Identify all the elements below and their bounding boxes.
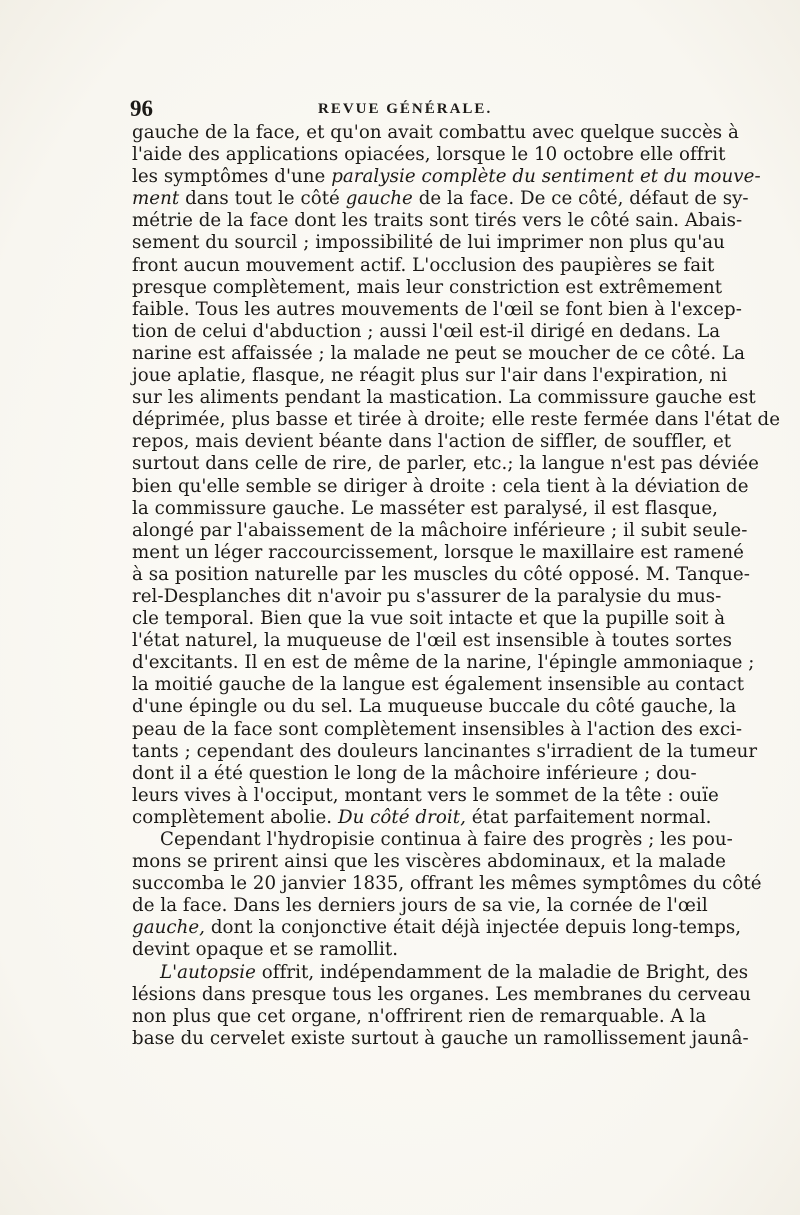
text-line	[132, 188, 749, 210]
text-span: dans tout le côté	[179, 188, 346, 210]
text-line	[132, 873, 762, 895]
text-line	[132, 762, 697, 785]
text-span: peau de la face sont complètement insensibles à l'action des exci-	[132, 718, 743, 740]
text-span: presque complètement, mais leur constriction est extrêmement	[132, 276, 723, 298]
text-line	[132, 674, 745, 696]
text-line	[132, 961, 749, 984]
italic-text: gauche	[345, 188, 413, 210]
text-span: dont il a été question le long de la mâchoire inférieure ; dou-	[132, 762, 697, 784]
text-line	[132, 541, 744, 564]
text-line	[132, 122, 739, 144]
text-line	[132, 1027, 749, 1050]
text-span: devint opaque et se ramollit.	[132, 939, 399, 961]
text-line	[132, 851, 726, 873]
text-span: sement du sourcil ; impossibilité de lui imprimer non plus qu'au	[132, 232, 725, 254]
running-title: REVUE GÉNÉRALE.	[318, 101, 493, 117]
text-span: la moitié gauche de la langue est également insensible au contact	[132, 674, 745, 696]
text-line	[132, 365, 728, 387]
text-line	[132, 718, 743, 741]
text-span: narine est affaissée ; la malade ne peut se moucher de ce côté. La	[132, 342, 746, 364]
text-span: mons se prirent ainsi que les viscères abdominaux, et la malade	[132, 851, 726, 873]
text-line	[132, 829, 733, 851]
text-span: gauche de la face, et qu'on avait combattu avec quelque succès à	[132, 122, 739, 143]
text-line	[132, 563, 750, 586]
text-line	[132, 210, 743, 232]
text-span: alongé par l'abaissement de la mâchoire inférieure ; il subit seule-	[132, 519, 748, 541]
text-span: la commissure gauche. Le masséter est paralysé, il est flasque,	[132, 497, 718, 519]
text-span: de la face. De ce côté, défaut de sy-	[412, 188, 749, 210]
italic-text: L'autopsie	[160, 961, 256, 983]
text-span: base du cervelet existe surtout à gauche un ramollissement jaunâ-	[132, 1027, 749, 1049]
text-line	[132, 342, 746, 365]
text-span: surtout dans celle de rire, de parler, etc.; la langue n'est pas déviée	[132, 453, 759, 475]
text-line	[132, 652, 755, 674]
text-span: état parfaitement normal.	[465, 806, 712, 828]
text-line	[132, 232, 725, 254]
text-span: à sa position naturelle par les muscles du côté opposé. M. Tanque-	[132, 563, 750, 585]
text-line	[132, 983, 751, 1006]
text-line	[132, 166, 761, 188]
text-span: joue aplatie, flasque, ne réagit plus sur l'air dans l'expiration, ni	[132, 365, 728, 387]
text-line	[132, 806, 712, 829]
italic-text: gauche,	[132, 917, 205, 939]
text-span: non plus que cet organe, n'offrirent rien de remarquable. A la	[132, 1005, 707, 1027]
text-span: Cependant l'hydropisie continua à faire des progrès ; les pou-	[160, 829, 733, 850]
text-line	[132, 630, 732, 652]
text-span: rel-Desplanches dit n'avoir pu s'assurer de la paralysie du mus-	[132, 585, 722, 607]
text-line	[132, 696, 737, 718]
text-span: repos, mais devient béante dans l'action de siffler, de souffler, et	[132, 431, 732, 453]
italic-text: ment	[132, 188, 180, 210]
text-span: l'aide des applications opiacées, lorsque le 10 octobre elle offrit	[132, 144, 726, 166]
text-span: offrit, indépendamment de la maladie de Bright, des	[255, 961, 749, 983]
italic-text: paralysie complète du sentiment et du mouve-	[331, 166, 761, 188]
text-line	[132, 784, 719, 807]
text-line	[132, 144, 726, 166]
text-line	[132, 387, 756, 409]
text-span: tion de celui d'abduction ; aussi l'œil est-il dirigé en dedans. La	[132, 320, 721, 342]
text-span: bien qu'elle semble se diriger à droite : cela tient à la déviation de	[132, 475, 749, 497]
text-line	[132, 608, 726, 630]
text-line	[132, 497, 718, 520]
text-line	[132, 475, 749, 498]
text-span: métrie de la face dont les traits sont tirés vers le côté sain. Abais-	[132, 210, 743, 232]
text-span: complètement abolie.	[132, 806, 338, 828]
text-span: ment un léger raccourcissement, lorsque le maxillaire est ramené	[132, 541, 744, 563]
text-line	[132, 585, 722, 608]
text-span: succomba le 20 janvier 1835, offrant les mêmes symptômes du côté	[132, 873, 762, 895]
text-span: d'excitants. Il en est de même de la narine, l'épingle ammoniaque ;	[132, 652, 755, 674]
text-span: front aucun mouvement actif. L'occlusion des paupières se fait	[132, 254, 715, 276]
text-span: lésions dans presque tous les organes. Les membranes du cerveau	[132, 983, 751, 1005]
text-line	[132, 431, 732, 453]
text-span: faible. Tous les autres mouvements de l'œil se font bien à l'excep-	[132, 298, 742, 320]
page-number: 96	[130, 96, 153, 121]
text-line	[132, 320, 721, 343]
text-line	[132, 1005, 707, 1028]
text-span: déprimée, plus basse et tirée à droite; elle reste fermée dans l'état de	[132, 409, 781, 431]
text-line	[132, 740, 758, 763]
text-line	[132, 519, 748, 542]
text-span: dont la conjonctive était déjà injectée depuis long-temps,	[205, 917, 742, 939]
text-line	[132, 453, 759, 475]
text-span: d'une épingle ou du sel. La muqueuse buccale du côté gauche, la	[132, 696, 737, 718]
text-span: cle temporal. Bien que la vue soit intacte et que la pupille soit à	[132, 608, 726, 630]
text-span: leurs vives à l'occiput, montant vers le sommet de la tête : ouïe	[132, 784, 719, 806]
text-line	[132, 939, 670, 961]
text-line	[132, 276, 723, 299]
text-span: de la face. Dans les derniers jours de sa vie, la cornée de l'œil	[132, 895, 708, 917]
text-span: tants ; cependant des douleurs lancinantes s'irradient de la tumeur	[132, 740, 758, 762]
body-text	[132, 122, 781, 1050]
italic-text: Du côté droit,	[337, 806, 466, 828]
text-line	[132, 895, 708, 917]
text-line	[132, 254, 715, 277]
text-span: les symptômes d'une	[132, 166, 332, 188]
text-line	[132, 409, 781, 431]
text-line	[132, 298, 742, 321]
text-line	[132, 917, 742, 939]
text-span: sur les aliments pendant la mastication. La commissure gauche est	[132, 387, 756, 409]
text-span: l'état naturel, la muqueuse de l'œil est insensible à toutes sortes	[132, 630, 732, 652]
